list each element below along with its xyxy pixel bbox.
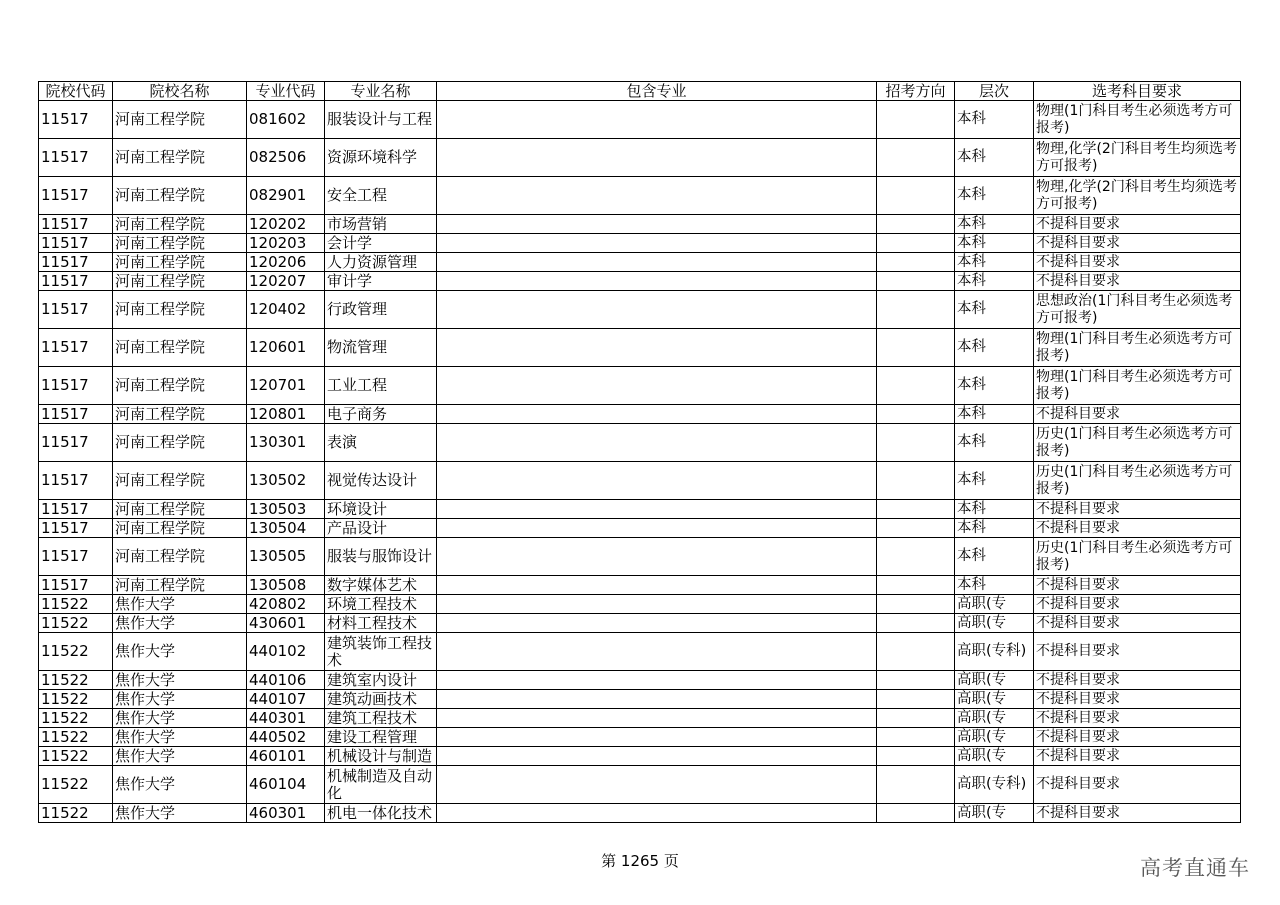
table-row (39, 728, 1241, 747)
cell-major-name: 建筑工程技术 (325, 709, 437, 728)
cell-level: 本科 (955, 538, 1034, 576)
cell-school-code: 11517 (39, 253, 113, 272)
cell-subject-requirement: 不提科目要求 (1034, 253, 1241, 272)
cell-school-code: 11522 (39, 633, 113, 671)
cell-major-code: 460101 (247, 747, 325, 766)
cell-level: 高职(专科) (955, 766, 1034, 804)
cell-level: 本科 (955, 215, 1034, 234)
cell-subject-requirement: 不提科目要求 (1034, 709, 1241, 728)
cell-school-name: 河南工程学院 (113, 329, 247, 367)
cell-subject-requirement: 历史(1门科目考生必须选考方可报考) (1034, 538, 1241, 576)
cell-included-majors (437, 595, 877, 614)
cell-subject-requirement: 不提科目要求 (1034, 766, 1241, 804)
cell-major-name: 安全工程 (325, 177, 437, 215)
cell-subject-requirement: 不提科目要求 (1034, 215, 1241, 234)
table-row (39, 576, 1241, 595)
cell-major-name: 机电一体化技术 (325, 804, 437, 823)
cell-subject-requirement: 不提科目要求 (1034, 614, 1241, 633)
cell-included-majors (437, 329, 877, 367)
table-row (39, 595, 1241, 614)
cell-direction (877, 766, 955, 804)
table-row (39, 462, 1241, 500)
cell-direction (877, 671, 955, 690)
cell-included-majors (437, 272, 877, 291)
cell-school-name: 河南工程学院 (113, 500, 247, 519)
cell-subject-requirement: 思想政治(1门科目考生必须选考方可报考) (1034, 291, 1241, 329)
cell-included-majors (437, 101, 877, 139)
cell-included-majors (437, 405, 877, 424)
cell-major-name: 电子商务 (325, 405, 437, 424)
cell-school-code: 11517 (39, 519, 113, 538)
cell-school-name: 河南工程学院 (113, 367, 247, 405)
cell-major-name: 建筑室内设计 (325, 671, 437, 690)
cell-included-majors (437, 728, 877, 747)
table-row (39, 614, 1241, 633)
cell-school-name: 焦作大学 (113, 614, 247, 633)
table-row (39, 272, 1241, 291)
cell-school-code: 11522 (39, 595, 113, 614)
cell-level: 高职(专 (955, 614, 1034, 633)
cell-school-name: 焦作大学 (113, 766, 247, 804)
cell-level: 本科 (955, 253, 1034, 272)
cell-level: 高职(专科) (955, 633, 1034, 671)
cell-level: 本科 (955, 291, 1034, 329)
cell-school-name: 河南工程学院 (113, 177, 247, 215)
cell-level: 本科 (955, 576, 1034, 595)
cell-included-majors (437, 462, 877, 500)
cell-major-code: 120701 (247, 367, 325, 405)
cell-major-code: 120207 (247, 272, 325, 291)
cell-major-name: 工业工程 (325, 367, 437, 405)
cell-major-name: 资源环境科学 (325, 139, 437, 177)
cell-direction (877, 595, 955, 614)
cell-school-name: 焦作大学 (113, 747, 247, 766)
cell-school-code: 11517 (39, 139, 113, 177)
cell-subject-requirement: 不提科目要求 (1034, 500, 1241, 519)
cell-school-code: 11517 (39, 405, 113, 424)
cell-school-name: 焦作大学 (113, 804, 247, 823)
cell-major-name: 服装设计与工程 (325, 101, 437, 139)
cell-level: 高职(专 (955, 595, 1034, 614)
cell-school-name: 河南工程学院 (113, 291, 247, 329)
cell-level: 高职(专 (955, 690, 1034, 709)
watermark: 高考直通车 (1140, 856, 1250, 880)
cell-school-name: 河南工程学院 (113, 538, 247, 576)
cell-direction (877, 234, 955, 253)
table-row (39, 177, 1241, 215)
table-row (39, 424, 1241, 462)
table-row (39, 709, 1241, 728)
cell-subject-requirement: 历史(1门科目考生必须选考方可报考) (1034, 424, 1241, 462)
cell-subject-requirement: 不提科目要求 (1034, 804, 1241, 823)
cell-subject-requirement: 物理(1门科目考生必须选考方可报考) (1034, 329, 1241, 367)
cell-major-code: 130505 (247, 538, 325, 576)
cell-level: 本科 (955, 405, 1034, 424)
cell-school-name: 河南工程学院 (113, 253, 247, 272)
cell-included-majors (437, 234, 877, 253)
cell-subject-requirement: 不提科目要求 (1034, 576, 1241, 595)
page-number: 第 1265 页 (601, 852, 679, 870)
cell-subject-requirement: 不提科目要求 (1034, 671, 1241, 690)
cell-school-code: 11517 (39, 101, 113, 139)
cell-major-name: 市场营销 (325, 215, 437, 234)
cell-major-code: 420802 (247, 595, 325, 614)
cell-school-name: 焦作大学 (113, 690, 247, 709)
table-row (39, 291, 1241, 329)
table-row (39, 139, 1241, 177)
cell-major-code: 120402 (247, 291, 325, 329)
cell-major-name: 机械设计与制造 (325, 747, 437, 766)
cell-school-code: 11517 (39, 538, 113, 576)
cell-school-code: 11517 (39, 367, 113, 405)
cell-subject-requirement: 物理,化学(2门科目考生均须选考方可报考) (1034, 177, 1241, 215)
cell-included-majors (437, 690, 877, 709)
cell-major-name: 机械制造及自动化 (325, 766, 437, 804)
table-row (39, 538, 1241, 576)
cell-school-name: 焦作大学 (113, 671, 247, 690)
cell-major-code: 120601 (247, 329, 325, 367)
cell-direction (877, 519, 955, 538)
cell-major-code: 130504 (247, 519, 325, 538)
cell-major-name: 行政管理 (325, 291, 437, 329)
cell-included-majors (437, 291, 877, 329)
cell-direction (877, 424, 955, 462)
table-row (39, 671, 1241, 690)
header-level: 层次 (955, 82, 1034, 101)
cell-school-name: 河南工程学院 (113, 234, 247, 253)
cell-major-name: 产品设计 (325, 519, 437, 538)
cell-included-majors (437, 614, 877, 633)
cell-school-code: 11522 (39, 614, 113, 633)
header-subject-requirement: 选考科目要求 (1034, 82, 1241, 101)
cell-major-code: 130502 (247, 462, 325, 500)
header-direction: 招考方向 (877, 82, 955, 101)
cell-school-code: 11517 (39, 424, 113, 462)
cell-school-name: 河南工程学院 (113, 424, 247, 462)
cell-level: 本科 (955, 101, 1034, 139)
cell-included-majors (437, 804, 877, 823)
cell-major-code: 440502 (247, 728, 325, 747)
cell-direction (877, 291, 955, 329)
cell-included-majors (437, 538, 877, 576)
cell-level: 本科 (955, 519, 1034, 538)
cell-level: 本科 (955, 139, 1034, 177)
cell-major-code: 460104 (247, 766, 325, 804)
cell-level: 本科 (955, 424, 1034, 462)
cell-major-name: 材料工程技术 (325, 614, 437, 633)
table-row (39, 215, 1241, 234)
cell-level: 本科 (955, 329, 1034, 367)
cell-direction (877, 272, 955, 291)
cell-major-name: 环境工程技术 (325, 595, 437, 614)
cell-direction (877, 500, 955, 519)
cell-included-majors (437, 766, 877, 804)
cell-included-majors (437, 576, 877, 595)
cell-school-code: 11517 (39, 215, 113, 234)
cell-major-name: 建筑动画技术 (325, 690, 437, 709)
cell-major-code: 081602 (247, 101, 325, 139)
table-row (39, 804, 1241, 823)
cell-school-code: 11517 (39, 500, 113, 519)
cell-included-majors (437, 367, 877, 405)
cell-subject-requirement: 不提科目要求 (1034, 272, 1241, 291)
cell-school-name: 河南工程学院 (113, 576, 247, 595)
cell-school-name: 焦作大学 (113, 728, 247, 747)
cell-direction (877, 728, 955, 747)
cell-direction (877, 405, 955, 424)
cell-major-code: 460301 (247, 804, 325, 823)
header-included-majors: 包含专业 (437, 82, 877, 101)
cell-direction (877, 709, 955, 728)
cell-subject-requirement: 物理,化学(2门科目考生均须选考方可报考) (1034, 139, 1241, 177)
cell-school-code: 11517 (39, 272, 113, 291)
cell-school-code: 11517 (39, 329, 113, 367)
cell-school-code: 11522 (39, 690, 113, 709)
table-row (39, 253, 1241, 272)
cell-school-name: 河南工程学院 (113, 519, 247, 538)
cell-major-code: 082506 (247, 139, 325, 177)
cell-direction (877, 367, 955, 405)
cell-major-code: 130301 (247, 424, 325, 462)
cell-major-name: 人力资源管理 (325, 253, 437, 272)
cell-major-code: 430601 (247, 614, 325, 633)
cell-level: 高职(专 (955, 728, 1034, 747)
cell-direction (877, 747, 955, 766)
cell-school-code: 11517 (39, 177, 113, 215)
cell-major-code: 440107 (247, 690, 325, 709)
cell-major-code: 130508 (247, 576, 325, 595)
cell-major-code: 120203 (247, 234, 325, 253)
cell-direction (877, 253, 955, 272)
cell-school-name: 河南工程学院 (113, 462, 247, 500)
cell-major-name: 环境设计 (325, 500, 437, 519)
cell-major-code: 120801 (247, 405, 325, 424)
cell-major-code: 130503 (247, 500, 325, 519)
cell-subject-requirement: 不提科目要求 (1034, 595, 1241, 614)
cell-included-majors (437, 709, 877, 728)
cell-major-name: 表演 (325, 424, 437, 462)
cell-included-majors (437, 671, 877, 690)
cell-school-code: 11517 (39, 462, 113, 500)
cell-major-name: 会计学 (325, 234, 437, 253)
cell-level: 高职(专 (955, 747, 1034, 766)
cell-subject-requirement: 不提科目要求 (1034, 728, 1241, 747)
cell-included-majors (437, 139, 877, 177)
cell-subject-requirement: 不提科目要求 (1034, 633, 1241, 671)
cell-included-majors (437, 253, 877, 272)
cell-major-code: 440301 (247, 709, 325, 728)
cell-school-name: 河南工程学院 (113, 215, 247, 234)
header-school-code: 院校代码 (39, 82, 113, 101)
cell-level: 本科 (955, 272, 1034, 291)
cell-direction (877, 690, 955, 709)
cell-subject-requirement: 不提科目要求 (1034, 747, 1241, 766)
header-major-code: 专业代码 (247, 82, 325, 101)
cell-included-majors (437, 747, 877, 766)
cell-school-name: 河南工程学院 (113, 139, 247, 177)
table-row (39, 234, 1241, 253)
cell-major-code: 440106 (247, 671, 325, 690)
cell-major-name: 视觉传达设计 (325, 462, 437, 500)
cell-level: 高职(专 (955, 671, 1034, 690)
cell-school-name: 焦作大学 (113, 709, 247, 728)
cell-school-code: 11522 (39, 671, 113, 690)
cell-major-name: 数字媒体艺术 (325, 576, 437, 595)
table-row (39, 101, 1241, 139)
cell-school-code: 11517 (39, 291, 113, 329)
cell-major-name: 服装与服饰设计 (325, 538, 437, 576)
cell-school-code: 11517 (39, 234, 113, 253)
cell-major-code: 440102 (247, 633, 325, 671)
cell-direction (877, 139, 955, 177)
table-row (39, 766, 1241, 804)
cell-subject-requirement: 不提科目要求 (1034, 405, 1241, 424)
cell-level: 高职(专 (955, 709, 1034, 728)
cell-school-name: 焦作大学 (113, 633, 247, 671)
cell-level: 本科 (955, 500, 1034, 519)
table-row (39, 633, 1241, 671)
cell-major-code: 120206 (247, 253, 325, 272)
cell-level: 高职(专 (955, 804, 1034, 823)
header-school-name: 院校名称 (113, 82, 247, 101)
cell-school-code: 11522 (39, 709, 113, 728)
cell-level: 本科 (955, 177, 1034, 215)
cell-direction (877, 576, 955, 595)
cell-major-code: 082901 (247, 177, 325, 215)
cell-school-name: 焦作大学 (113, 595, 247, 614)
header-major-name: 专业名称 (325, 82, 437, 101)
cell-subject-requirement: 不提科目要求 (1034, 234, 1241, 253)
cell-direction (877, 462, 955, 500)
cell-included-majors (437, 500, 877, 519)
table-row (39, 690, 1241, 709)
cell-school-code: 11522 (39, 804, 113, 823)
table-row (39, 367, 1241, 405)
cell-major-name: 物流管理 (325, 329, 437, 367)
cell-subject-requirement: 不提科目要求 (1034, 519, 1241, 538)
table-row (39, 405, 1241, 424)
cell-included-majors (437, 177, 877, 215)
cell-major-name: 审计学 (325, 272, 437, 291)
cell-included-majors (437, 633, 877, 671)
cell-level: 本科 (955, 462, 1034, 500)
cell-school-name: 河南工程学院 (113, 101, 247, 139)
table-row (39, 500, 1241, 519)
table-row (39, 519, 1241, 538)
cell-school-code: 11517 (39, 576, 113, 595)
cell-direction (877, 538, 955, 576)
cell-school-code: 11522 (39, 747, 113, 766)
cell-school-code: 11522 (39, 766, 113, 804)
table-header-row (39, 82, 1241, 101)
cell-school-name: 河南工程学院 (113, 272, 247, 291)
table-row (39, 747, 1241, 766)
cell-level: 本科 (955, 367, 1034, 405)
cell-direction (877, 633, 955, 671)
cell-subject-requirement: 物理(1门科目考生必须选考方可报考) (1034, 367, 1241, 405)
cell-major-name: 建筑装饰工程技术 (325, 633, 437, 671)
cell-subject-requirement: 不提科目要求 (1034, 690, 1241, 709)
cell-included-majors (437, 215, 877, 234)
cell-included-majors (437, 424, 877, 462)
cell-level: 本科 (955, 234, 1034, 253)
cell-major-name: 建设工程管理 (325, 728, 437, 747)
cell-major-code: 120202 (247, 215, 325, 234)
cell-school-code: 11522 (39, 728, 113, 747)
cell-subject-requirement: 物理(1门科目考生必须选考方可报考) (1034, 101, 1241, 139)
cell-included-majors (437, 519, 877, 538)
cell-direction (877, 614, 955, 633)
cell-direction (877, 804, 955, 823)
cell-direction (877, 177, 955, 215)
admission-table (38, 81, 1241, 823)
cell-direction (877, 215, 955, 234)
cell-direction (877, 329, 955, 367)
cell-subject-requirement: 历史(1门科目考生必须选考方可报考) (1034, 462, 1241, 500)
table-row (39, 329, 1241, 367)
cell-direction (877, 101, 955, 139)
cell-school-name: 河南工程学院 (113, 405, 247, 424)
